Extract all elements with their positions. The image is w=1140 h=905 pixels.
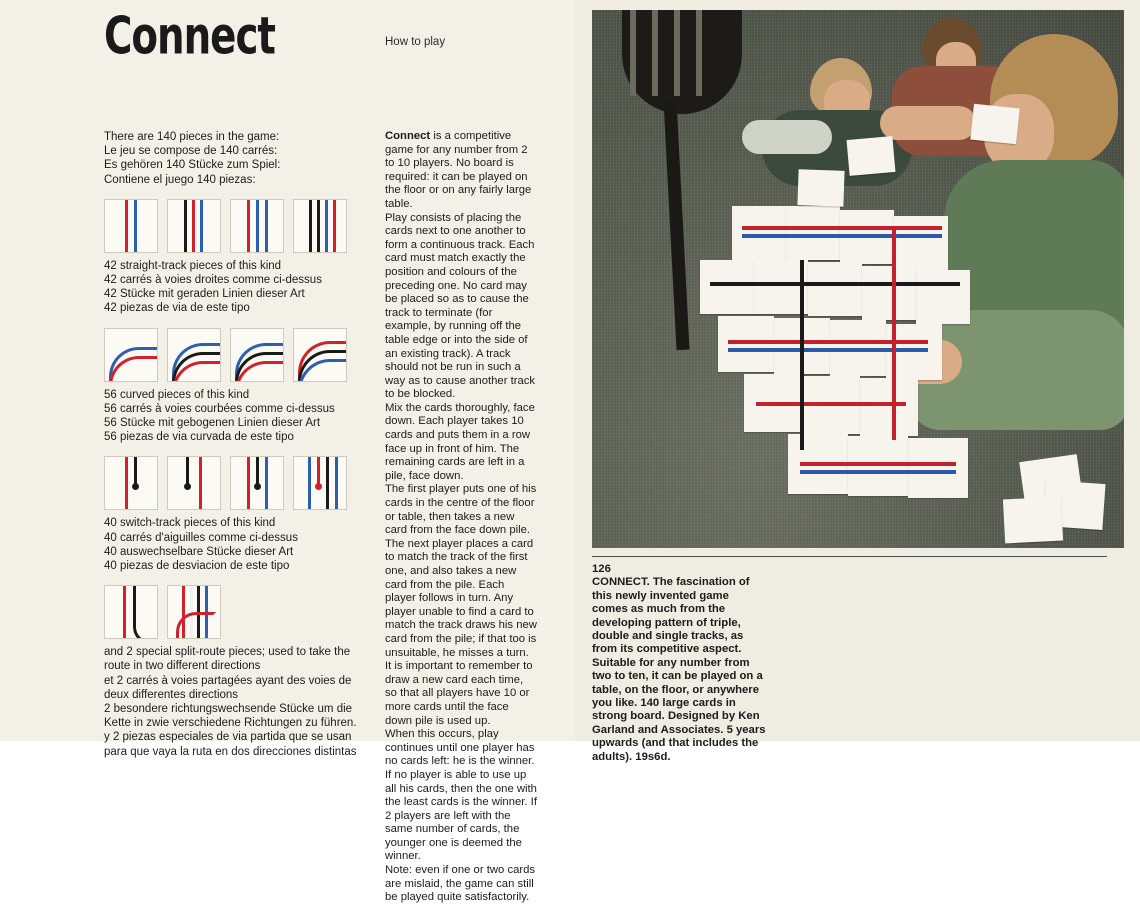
photo-caption: [592, 563, 767, 764]
track-stripe: [247, 200, 250, 252]
track-stripe: [308, 457, 311, 509]
caption-line: 56 curved pieces of this kind: [104, 388, 250, 401]
caption-line: 40 auswechselbare Stücke dieser Art: [104, 545, 294, 558]
caption-line: 42 piezas de via de este tipo: [104, 302, 250, 315]
caption-line: 40 piezas de desviacion de este tipo: [104, 560, 290, 573]
caption-line: 40 carrés d'aiguilles comme ci-dessus: [104, 531, 298, 544]
track-stripe: [256, 200, 259, 252]
intro-line-fr: Le jeu se compose de 140 carrés:: [104, 145, 278, 158]
track-stripe: [123, 586, 126, 638]
track-card: [700, 260, 754, 314]
caption-rule: [592, 556, 1107, 557]
card-tile: [104, 585, 158, 639]
catalogue-number: 126: [592, 563, 611, 575]
intro-lines: [104, 130, 366, 187]
caption-line: para que vaya la ruta en dos direcciones distintas: [104, 745, 357, 758]
track-card: [808, 262, 862, 316]
rules-paragraph: It is important to remember to draw a new card each time, so that all players have 10 or more cards until the face down pile is used up.: [385, 660, 533, 727]
track-stripe: [134, 200, 137, 252]
card-tile: [293, 456, 347, 510]
card-tile: [104, 456, 158, 510]
track-stripe: [335, 457, 338, 509]
rules-paragraph: Play consists of placing the cards next to one another to form a continuous track. Each card must match exactly the position and colours of the preceding one. No card may be placed so as to cause the track to terminate (for example, by running off the table edge or into the side of an existing track). A track should not be run in such a way as to cause another track to be blocked.: [385, 211, 536, 401]
loose-card: [797, 169, 844, 207]
caption-line: et 2 carrés à voies partagées ayant des voies de: [104, 674, 352, 687]
card-tile: [167, 456, 221, 510]
card-tile: [104, 199, 158, 253]
track-terminus: [254, 483, 261, 490]
card-tile: [230, 199, 284, 253]
rules-paragraph-text: is a competitive game for any number from 2 to 10 players. No board is required: it can be played on the floor or on any fairly large table.: [385, 130, 532, 210]
page-title: Connect: [104, 6, 275, 66]
loose-card: [970, 104, 1020, 145]
caption-line: 2 besondere richtungswechsende Stücke um die: [104, 703, 353, 716]
split-route-caption: [104, 645, 366, 759]
how-to-play-label: How to play: [385, 36, 446, 48]
track-card: [908, 438, 968, 498]
card-tile: [293, 328, 347, 382]
product-photograph: [592, 10, 1124, 548]
rules-lead-word: Connect: [385, 130, 431, 142]
rules-paragraph: When this occurs, play continues until one player has no cards left: he is the winner. If no player is able to use up all his cards, then the one with the least cards is the winner. If 2 players are left with the same number of cards, the younger one is deemed the winner.: [385, 728, 537, 863]
switch-track-tiles: [104, 456, 366, 510]
pieces-column: [104, 130, 366, 759]
track-terminus: [315, 483, 322, 490]
track-stripe: [184, 200, 187, 252]
caption-line: 40 switch-track pieces of this kind: [104, 517, 276, 530]
card-tile: [167, 199, 221, 253]
track-card: [786, 206, 840, 260]
track-terminus: [132, 483, 139, 490]
caption-line: 42 Stücke mit geraden Linien dieser Art: [104, 288, 305, 301]
card-tile: [167, 585, 221, 639]
card-tile: [230, 328, 284, 382]
caption-line: 56 Stücke mit gebogenen Linien dieser Art: [104, 417, 321, 430]
track-card: [860, 378, 918, 436]
card-tile: [293, 199, 347, 253]
split-route-tiles: [104, 585, 366, 639]
track-line-blue: [800, 470, 956, 474]
rules-paragraph: Mix the cards thoroughly, face down. Each player takes 10 cards and puts them in a row face up in front of him. The remaining cards are left in a pile, face down.: [385, 401, 535, 482]
caption-line: 56 carrés à voies courbées comme ci-dessus: [104, 402, 335, 415]
track-card: [718, 316, 774, 372]
caption-text: CONNECT. The fascination of this newly invented game comes as much from the developing pattern of triple, double and single tracks, as from its competitive aspect. Suitable for any number from two to ten, it can be played on a table, on the floor, or anywhere you like. 140 large cards in strong board. Designed by Ken Garland and Associates. 5 years upwards (and that includes the adults). 19s6d.: [592, 576, 766, 763]
track-line-red: [728, 340, 928, 344]
track-arc: [176, 612, 216, 639]
track-line-blue: [728, 348, 928, 352]
track-stripe: [125, 200, 128, 252]
track-card: [848, 436, 908, 496]
caption-line: y 2 piezas especiales de via partida que se usan: [104, 731, 352, 744]
caption-line: 42 carrés à voies droites comme ci-dessus: [104, 274, 322, 287]
track-line-red: [892, 230, 896, 440]
caption-line: deux differentes directions: [104, 688, 239, 701]
track-stripe: [326, 457, 329, 509]
caption-line: Kette in zwie verschiedene Richtungen zu führen.: [104, 717, 357, 730]
straight-track-caption: [104, 259, 366, 316]
loose-card: [847, 136, 896, 176]
caption-line: 56 piezas de via curvada de este tipo: [104, 431, 294, 444]
track-line-black: [800, 260, 804, 450]
track-line-black: [710, 282, 960, 286]
track-card: [862, 266, 916, 320]
straight-track-tiles: [104, 199, 366, 253]
track-stripe: [317, 200, 320, 252]
track-stripe: [325, 200, 328, 252]
loose-card: [1003, 497, 1063, 544]
track-stripe: [265, 200, 268, 252]
track-line-blue: [742, 234, 942, 238]
right-page: [575, 0, 1140, 763]
track-stripe: [192, 200, 195, 252]
card-tile: [167, 328, 221, 382]
track-stripe: [125, 457, 128, 509]
intro-line-de: Es gehören 140 Stücke zum Spiel:: [104, 159, 281, 172]
caption-line: route in two different directions: [104, 660, 261, 673]
track-card: [916, 270, 970, 324]
curved-track-tiles: [104, 328, 366, 382]
track-arc: [133, 610, 158, 639]
track-stripe: [333, 200, 336, 252]
track-line-red: [800, 462, 956, 466]
track-stripe: [247, 457, 250, 509]
card-tile: [104, 328, 158, 382]
caption-line: 42 straight-track pieces of this kind: [104, 259, 282, 272]
intro-line-en: There are 140 pieces in the game:: [104, 131, 280, 143]
intro-line-es: Contiene el juego 140 piezas:: [104, 173, 256, 186]
rules-paragraph: Note: even if one or two cards are mislaid, the game can still be played quite satisfactorily.: [385, 864, 536, 904]
rules-paragraph: The first player puts one of his cards in the centre of the floor or table, then takes a new card from the face down pile. The next player places a card to match the track of the first one, and also takes a new card from the pile. Each player follows in turn. Any player unable to find a card to match the track draws his new card from the pile; if that too is unsuitable, he misses a turn.: [385, 483, 537, 659]
caption-line: and 2 special split-route pieces; used to take the: [104, 646, 351, 659]
track-card: [894, 216, 948, 270]
curved-track-caption: [104, 388, 366, 445]
track-line-red: [742, 226, 942, 230]
track-stripe: [200, 200, 203, 252]
track-line-red: [756, 402, 906, 406]
rules-paragraph: [385, 130, 537, 212]
track-stripe: [309, 200, 312, 252]
track-stripe: [199, 457, 202, 509]
track-terminus: [184, 483, 191, 490]
track-card: [732, 206, 786, 260]
track-stripe: [265, 457, 268, 509]
rules-column: [385, 130, 537, 905]
switch-track-caption: [104, 516, 366, 573]
card-tile: [230, 456, 284, 510]
